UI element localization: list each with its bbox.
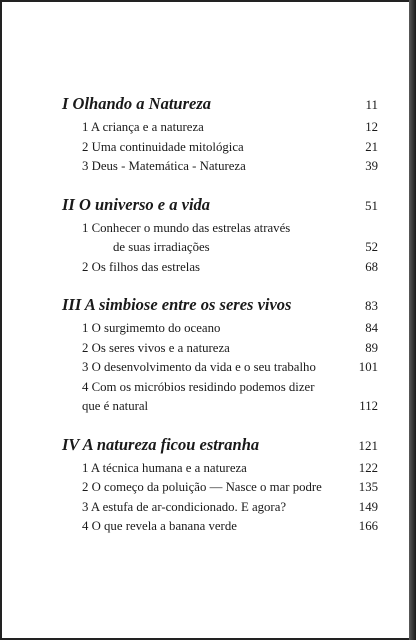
toc-section bbox=[62, 94, 378, 177]
entry-page-number: 135 bbox=[358, 480, 378, 494]
table-of-contents bbox=[62, 94, 378, 555]
entry-title: 4 O que revela a banana verde bbox=[82, 519, 237, 533]
entry-page-number: 166 bbox=[358, 519, 378, 533]
entry-page-number: 84 bbox=[365, 321, 378, 335]
section-page-number: 11 bbox=[365, 97, 378, 112]
entry-page-number: 21 bbox=[365, 139, 378, 154]
entry-page-number: 122 bbox=[358, 460, 378, 475]
toc-entry bbox=[62, 498, 378, 518]
entry-title: 1 A técnica humana e a natureza bbox=[82, 460, 247, 475]
section-heading bbox=[62, 94, 378, 116]
entry-title: de suas irradiações bbox=[113, 240, 210, 254]
entry-title: 3 A estufa de ar-condicionado. E agora? bbox=[82, 499, 287, 514]
toc-entry bbox=[62, 319, 378, 339]
toc-entry bbox=[62, 118, 378, 138]
toc-entry bbox=[62, 517, 378, 537]
page-edge-shadow bbox=[409, 0, 416, 640]
entry-page-number: 89 bbox=[365, 340, 378, 355]
section-heading bbox=[62, 295, 378, 317]
entry-page-number: 12 bbox=[365, 120, 378, 134]
toc-entry bbox=[62, 138, 378, 158]
entry-page-number: 149 bbox=[358, 499, 378, 514]
entry-page-number: 68 bbox=[365, 259, 378, 274]
entry-title: 1 A criança e a natureza bbox=[82, 120, 204, 134]
section-title: I Olhando a Natureza bbox=[62, 94, 211, 113]
section-heading bbox=[62, 435, 378, 457]
toc-entry bbox=[62, 358, 378, 378]
toc-entry bbox=[62, 378, 378, 398]
section-page-number: 83 bbox=[365, 298, 378, 313]
toc-section bbox=[62, 295, 378, 417]
section-page-number: 51 bbox=[365, 197, 378, 213]
section-title: II O universo e a vida bbox=[62, 194, 211, 214]
entry-page-number: 39 bbox=[365, 159, 378, 173]
toc-section bbox=[62, 195, 378, 278]
toc-entry-continuation bbox=[62, 238, 378, 258]
entry-title: 2 Os seres vivos e a natureza bbox=[82, 340, 230, 355]
entry-title: 4 Com os micróbios residindo podemos dizer bbox=[82, 379, 315, 394]
entry-title: 2 Os filhos das estrelas bbox=[82, 259, 200, 274]
entry-title: 3 O desenvolvimento da vida e o seu trabalho bbox=[82, 360, 316, 374]
toc-entry bbox=[62, 219, 378, 239]
toc-section bbox=[62, 435, 378, 537]
entry-page-number: 101 bbox=[358, 360, 378, 374]
entry-page-number: 52 bbox=[365, 240, 378, 254]
entry-title: 2 O começo da poluição — Nasce o mar podre bbox=[82, 480, 322, 494]
toc-entry bbox=[62, 459, 378, 479]
entry-title: 1 Conhecer o mundo das estrelas através bbox=[82, 220, 291, 235]
section-heading bbox=[62, 195, 378, 217]
entry-title: 3 Deus - Matemática - Natureza bbox=[82, 159, 246, 173]
toc-entry bbox=[62, 339, 378, 359]
entry-title: 1 O surgimemto do oceano bbox=[82, 321, 221, 335]
toc-entry bbox=[62, 157, 378, 177]
toc-entry bbox=[62, 258, 378, 278]
section-page-number: 121 bbox=[358, 437, 378, 453]
toc-entry-continuation bbox=[62, 397, 378, 417]
entry-title: 2 Uma continuidade mitológica bbox=[82, 139, 244, 154]
entry-title: que é natural bbox=[82, 399, 149, 413]
section-title: III A simbiose entre os seres vivos bbox=[62, 295, 292, 314]
entry-page-number: 112 bbox=[359, 399, 378, 413]
section-title: IV A natureza ficou estranha bbox=[62, 434, 260, 454]
toc-entry bbox=[62, 478, 378, 498]
